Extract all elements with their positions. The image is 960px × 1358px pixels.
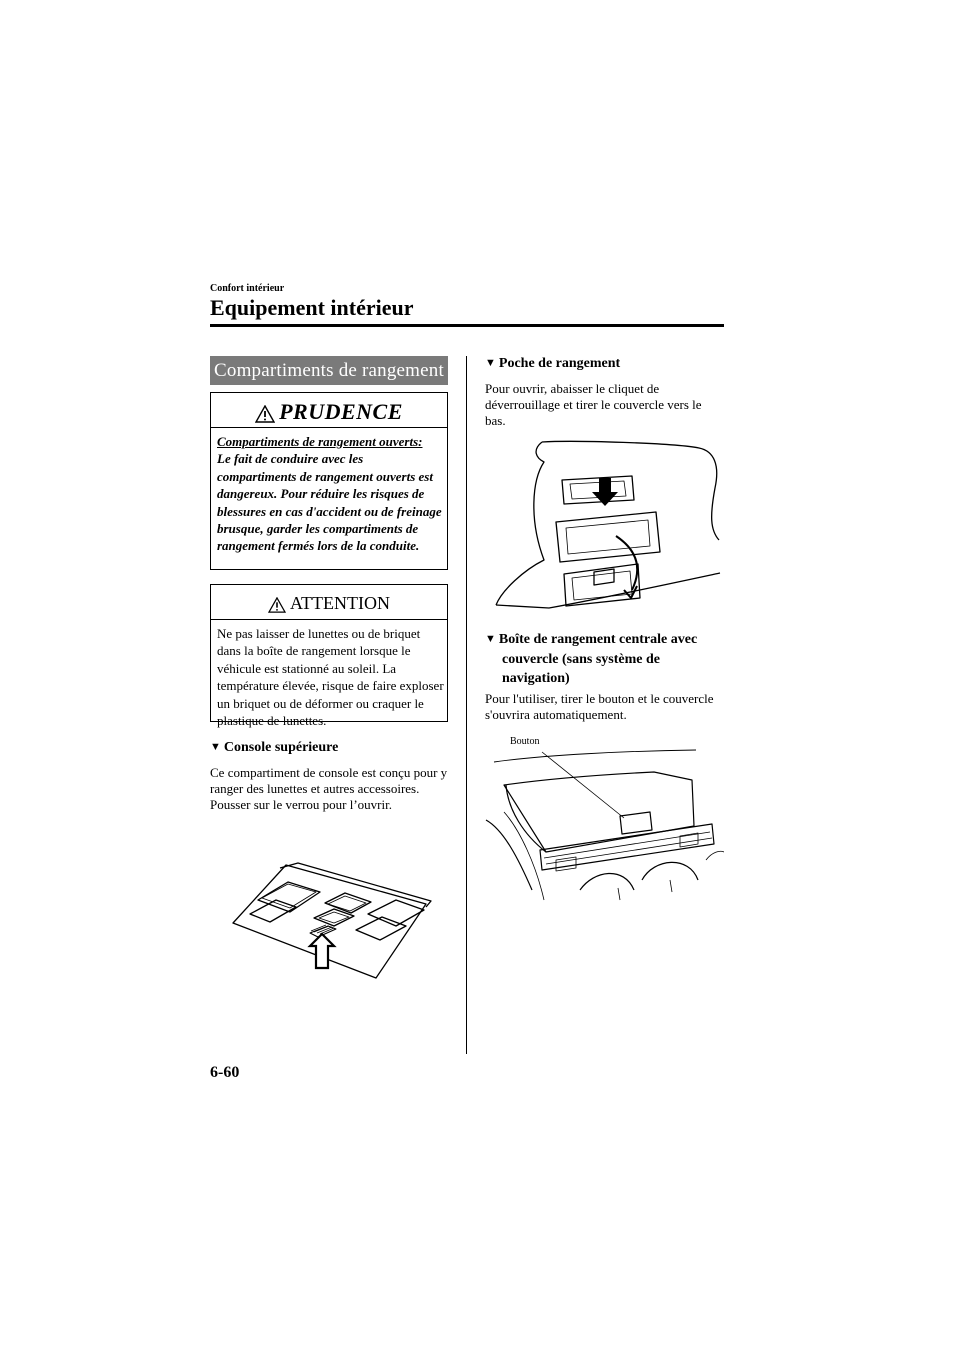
center-box-heading xyxy=(485,630,697,688)
warning-icon xyxy=(268,597,286,613)
overhead-console-illustration xyxy=(228,860,440,980)
caution-text xyxy=(217,433,445,555)
pocket-heading-text: Poche de rangement xyxy=(498,356,621,371)
console-heading-text: Console supérieure xyxy=(223,740,339,755)
title-rule xyxy=(210,324,724,327)
column-divider xyxy=(466,356,467,1054)
section-label: Confort intérieur xyxy=(210,283,285,294)
attention-text: Ne pas laisser de lunettes ou de briquet dans la boîte de rangement lorsque le véhicule est stationné au soleil. La température élevée, risque de faire exploser un briquet ou de déformer ou craquer le plastique de lunettes. xyxy=(217,626,444,729)
console-heading xyxy=(210,740,338,756)
triangle-icon: ▼ xyxy=(210,741,221,753)
page-title: Equipement intérieur xyxy=(210,295,414,320)
attention-title-text: ATTENTION xyxy=(290,593,390,613)
warning-icon xyxy=(255,405,275,423)
center-box-heading-line-1: Boîte de rangement centrale avec xyxy=(498,632,698,647)
page-number: 6-60 xyxy=(210,1064,240,1081)
button-callout-label: Bouton xyxy=(510,736,540,747)
caution-rule xyxy=(211,427,447,428)
console-paragraph-1: Ce compartiment de console est conçu pour y ranger des lunettes et autres accessoires. xyxy=(210,765,448,796)
section-banner: Compartiments de rangement xyxy=(210,356,448,385)
attention-box xyxy=(210,584,448,729)
center-console-illustration xyxy=(484,740,724,905)
console-paragraph-2: Pousser sur le verrou pour l’ouvrir. xyxy=(210,797,392,812)
pocket-heading xyxy=(485,356,620,372)
console-text xyxy=(210,765,450,813)
triangle-icon: ▼ xyxy=(485,357,496,369)
attention-title xyxy=(211,593,447,614)
center-box-heading-line-2: couvercle (sans système de xyxy=(502,652,660,667)
caution-title xyxy=(211,399,447,425)
pocket-text: Pour ouvrir, abaisser le cliquet de déverrouillage et tirer le couvercle vers le bas. xyxy=(485,381,702,428)
center-box-heading-line-3: navigation) xyxy=(502,671,570,686)
caution-title-text: PRUDENCE xyxy=(279,399,403,424)
attention-rule xyxy=(211,619,447,620)
center-box-text: Pour l'utiliser, tirer le bouton et le couvercle s'ouvrira automatiquement. xyxy=(485,691,714,722)
storage-pocket-illustration xyxy=(484,440,724,610)
caution-lead: Compartiments de rangement ouverts: xyxy=(217,434,423,449)
triangle-icon: ▼ xyxy=(485,633,496,645)
caution-box xyxy=(210,392,448,570)
caution-body: Le fait de conduire avec les compartiments de rangement ouverts est dangereux. Pour réduire les risques de blessures en cas d'accident ou de freinage brusque, garder les compartiments de rangement fermés lors de la conduite. xyxy=(217,451,442,554)
